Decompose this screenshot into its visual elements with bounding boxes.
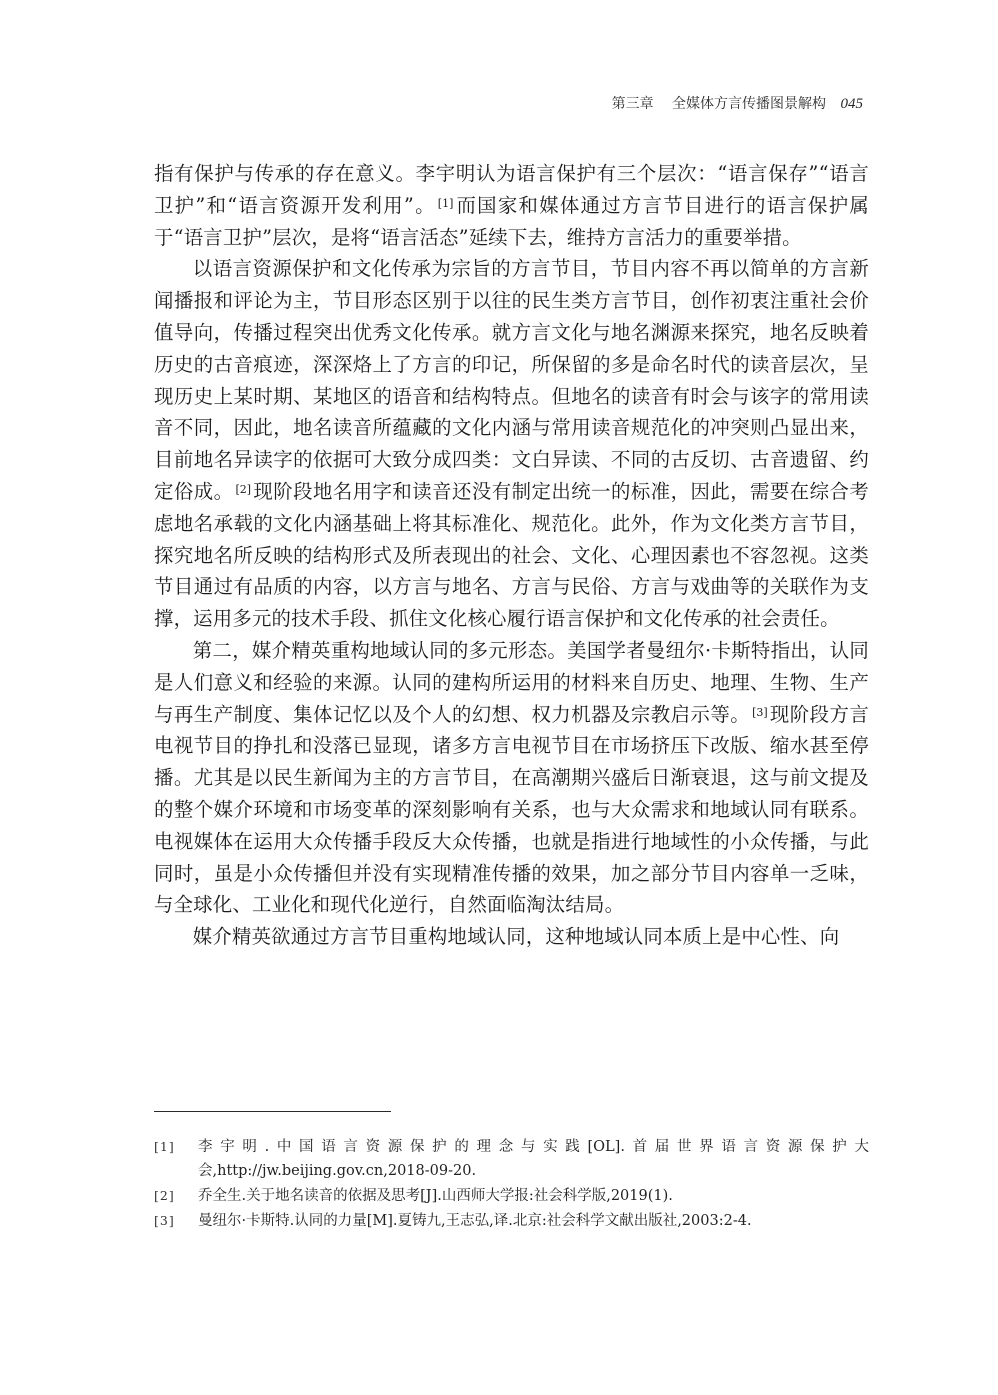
footnote-text: 李宇明.中国语言资源保护的理念与实践[OL].首届世界语言资源保护大会,http://jw.beijing.gov.cn,2018-09-20. [198, 1139, 869, 1179]
section-title: 全媒体方言传播图景解构 [672, 96, 827, 112]
citation-marker: [2] [235, 482, 252, 496]
paragraph-text: 媒介精英欲通过方言节目重构地域认同，这种地域认同本质上是中心性、向 [192, 925, 840, 949]
footnote-text: 曼纽尔·卡斯特.认同的力量[M].夏铸九,王志弘,译.北京:社会科学文献出版社,2003:2-4. [198, 1213, 752, 1229]
body-text [154, 158, 869, 953]
paragraph-text: 而国家和媒体通过方言节目进行的语言保护属于“语言卫护”层次，是将“语言活态”延续下去，维持方言活力的重要举措。 [154, 193, 869, 249]
paragraph-text: 第二，媒介精英重构地域认同的多元形态。美国学者曼纽尔·卡斯特指出，认同是人们意义和经验的来源。认同的建构所运用的材料来自历史、地理、生物、生产与再生产制度、集体记忆以及个人的幻想、权力机器及宗教启示等。 [154, 638, 869, 726]
footnote-separator [154, 1111, 391, 1112]
citation-marker: [3] [752, 705, 768, 719]
paragraph [154, 158, 869, 253]
citation-marker: [1] [437, 196, 454, 210]
footnote-marker: [2] [154, 1188, 175, 1203]
paragraph-text: 以语言资源保护和文化传承为宗旨的方言节目，节目内容不再以简单的方言新闻播报和评论为主，节目形态区别于以往的民生类方言节目，创作初衷注重社会价值导向，传播过程突出优秀文化传承。就方言文化与地名渊源来探究，地名反映着历史的古音痕迹，深深烙上了方言的印记，所保留的多是命名时代的读音层次，呈现历史上某时期、某地区的语音和结构特点。但地名的读音有时会与该字的常用读音不同，因此，地名读音所蕴藏的文化内涵与常用读音规范化的冲突则凸显出来，目前地名异读字的依据可大致分成四类：文白异读、不同的古反切、古音遗留、约定俗成。 [154, 257, 869, 503]
page-number: 045 [840, 96, 863, 112]
footnote-marker: [1] [154, 1139, 175, 1154]
running-header [612, 93, 863, 113]
footnote-item [154, 1209, 869, 1233]
paragraph [154, 253, 869, 635]
paragraph-text: 现阶段方言电视节目的挣扎和没落已显现，诸多方言电视节目在市场挤压下改版、缩水甚至停播。尤其是以民生新闻为主的方言节目，在高潮期兴盛后日渐衰退，这与前文提及的整个媒介环境和市场变革的深刻影响有关系，也与大众需求和地域认同有联系。电视媒体在运用大众传播手段反大众传播，也就是指进行地域性的小众传播，与此同时，虽是小众传播但并没有实现精准传播的效果，加之部分节目内容单一乏味，与全球化、工业化和现代化逆行，自然面临淘汰结局。 [154, 702, 869, 917]
paragraph [154, 921, 869, 953]
paragraph-text: 现阶段地名用字和读音还没有制定出统一的标准，因此，需要在综合考虑地名承载的文化内涵基础上将其标准化、规范化。此外，作为文化类方言节目，探究地名所反映的结构形式及所表现出的社会、文化、心理因素也不容忽视。这类节目通过有品质的内容，以方言与地名、方言与民俗、方言与戏曲等的关联作为支撑，运用多元的技术手段、抓住文化核心履行语言保护和文化传承的社会责任。 [154, 479, 869, 631]
footnote-text: 乔全生.关于地名读音的依据及思考[J].山西师大学报:社会科学版,2019(1). [198, 1188, 673, 1204]
footnotes [154, 1135, 869, 1234]
paragraph [154, 635, 869, 921]
footnote-marker: [3] [154, 1213, 175, 1228]
footnote-item [154, 1184, 869, 1208]
chapter-label: 第三章 [611, 96, 654, 112]
paragraph-text: 指有保护与传承的存在意义。李宇明认为语言保护有三个层次：“语言保存”“语言卫护”和“语言资源开发利用”。 [154, 162, 869, 217]
footnote-item [154, 1135, 869, 1183]
